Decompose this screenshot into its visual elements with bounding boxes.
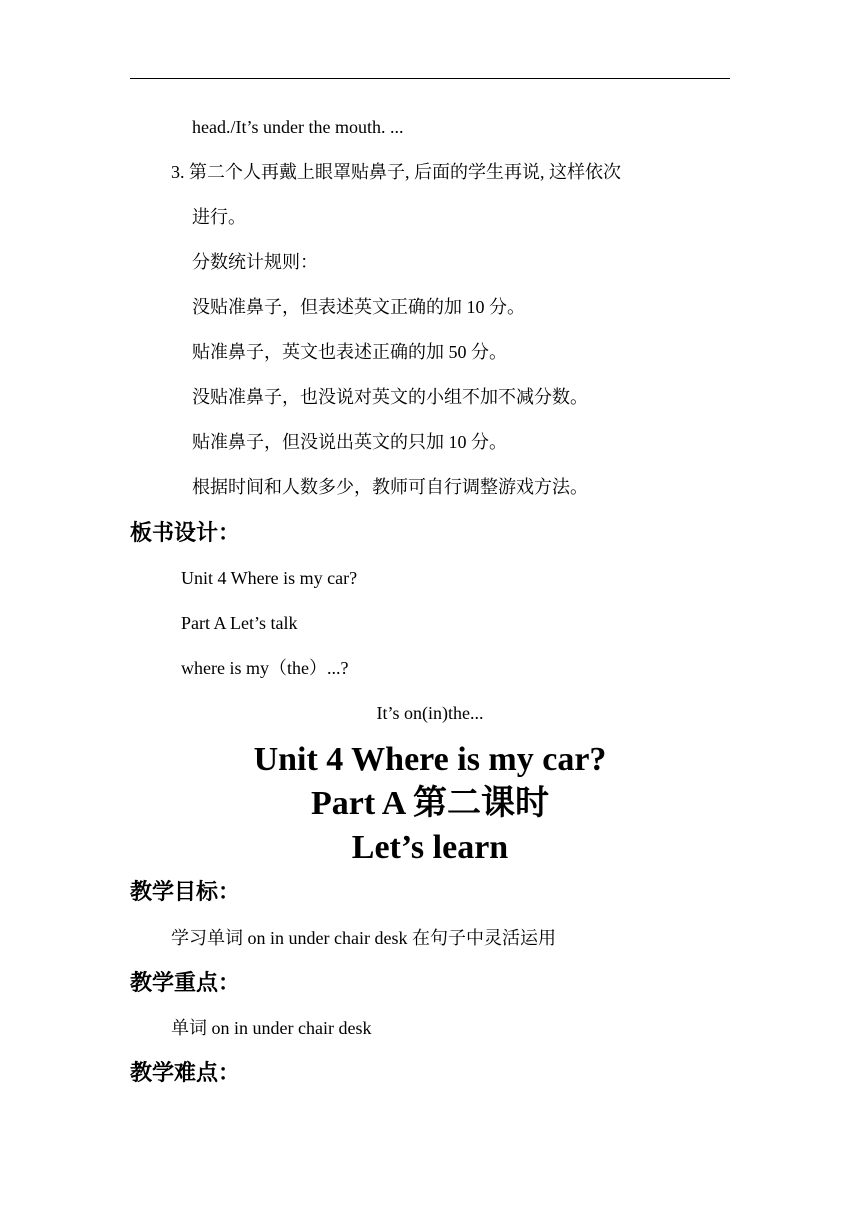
lesson-part: Part A 第二课时 xyxy=(311,785,549,822)
scoring-rule: 没贴准鼻子，也没说对英文的小组不加不减分数。 xyxy=(192,387,588,407)
board-design-heading: 板书设计： xyxy=(130,521,241,546)
objectives-heading: 教学目标： xyxy=(130,880,241,905)
board-line: Unit 4 Where is my car? xyxy=(181,568,358,588)
board-line: where is my（the）...? xyxy=(181,658,349,678)
scoring-rule: 根据时间和人数多少，教师可自行调整游戏方法。 xyxy=(192,477,588,497)
scoring-heading: 分数统计规则： xyxy=(192,252,318,272)
lesson-title: Unit 4 Where is my car? xyxy=(253,741,607,778)
step-3-text-cont: 进行。 xyxy=(192,207,246,227)
continuation-line: head./It’s under the mouth. ... xyxy=(192,117,404,137)
difficulties-heading: 教学难点： xyxy=(130,1061,241,1086)
board-line: Part A Let’s talk xyxy=(181,613,298,633)
scoring-rule: 贴准鼻子，但没说出英文的只加 10 分。 xyxy=(192,432,507,452)
header-rule xyxy=(130,78,730,79)
objectives-text: 学习单词 on in under chair desk 在句子中灵活运用 xyxy=(171,928,556,948)
key-points-heading: 教学重点： xyxy=(130,971,241,996)
key-points-text: 单词 on in under chair desk xyxy=(171,1018,372,1038)
scoring-rule: 没贴准鼻子，但表述英文正确的加 10 分。 xyxy=(192,297,525,317)
lesson-subtitle: Let’s learn xyxy=(351,829,509,866)
board-center-line: It’s on(in)the... xyxy=(376,703,484,723)
step-3-text: 3. 第二个人再戴上眼罩贴鼻子, 后面的学生再说, 这样依次 xyxy=(171,162,621,182)
scoring-rule: 贴准鼻子，英文也表述正确的加 50 分。 xyxy=(192,342,507,362)
